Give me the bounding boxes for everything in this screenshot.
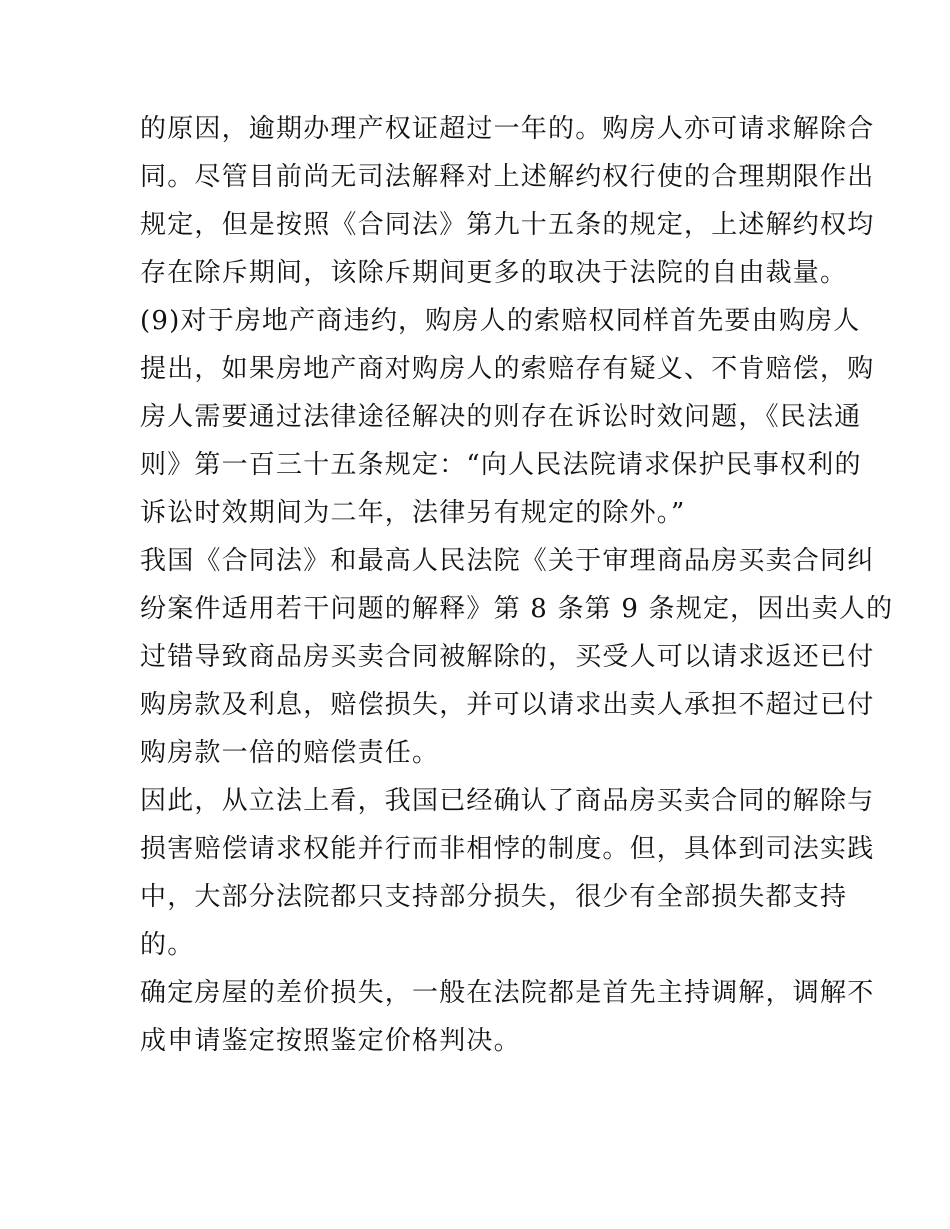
- text-line: 过错导致商品房买卖合同被解除的，买受人可以请求返还已付: [140, 642, 875, 672]
- text-line: 的。: [140, 930, 195, 960]
- text-line: (9)对于房地产商违约，购房人的索赔权同样首先要由购房人: [140, 306, 861, 336]
- text-line: 提出，如果房地产商对购房人的索赔存有疑义、不肯赔偿，购: [140, 354, 875, 384]
- text-line: 则》第一百三十五条规定：“向人民法院请求保护民事权利的: [140, 450, 862, 480]
- text-line: 纷案件适用若干问题的解释》第 8 条第 9 条规定，因出卖人的: [140, 594, 894, 624]
- text-line: 购房款一倍的赔偿责任。: [140, 738, 440, 768]
- text-line: 因此，从立法上看，我国已经确认了商品房买卖合同的解除与: [140, 786, 875, 816]
- text-line: 确定房屋的差价损失，一般在法院都是首先主持调解，调解不: [140, 978, 875, 1008]
- paragraph-5: [140, 969, 875, 1065]
- paragraph-1: [140, 105, 875, 297]
- paragraph-4: [140, 777, 875, 969]
- text-line: 损害赔偿请求权能并行而非相悖的制度。但，具体到司法实践: [140, 834, 875, 864]
- text-line: 房人需要通过法律途径解决的则存在诉讼时效问题，《民法通: [140, 402, 862, 432]
- text-line: 诉讼时效期间为二年，法律另有规定的除外。”: [140, 498, 686, 528]
- text-line: 同。尽管目前尚无司法解释对上述解约权行使的合理期限作出: [140, 162, 875, 192]
- text-line: 存在除斥期间，该除斥期间更多的取决于法院的自由裁量。: [140, 258, 848, 288]
- text-line: 成申请鉴定按照鉴定价格判决。: [140, 1026, 521, 1056]
- text-line: 规定，但是按照《合同法》第九十五条的规定，上述解约权均: [140, 210, 875, 240]
- text-line: 的原因，逾期办理产权证超过一年的。购房人亦可请求解除合: [140, 114, 875, 144]
- paragraph-2: [140, 297, 875, 537]
- text-line: 我国《合同法》和最高人民法院《关于审理商品房买卖合同纠: [140, 546, 875, 576]
- text-line: 中，大部分法院都只支持部分损失，很少有全部损失都支持: [140, 882, 848, 912]
- document-body: [140, 105, 894, 1065]
- paragraph-3: [140, 537, 894, 777]
- text-line: 购房款及利息，赔偿损失，并可以请求出卖人承担不超过已付: [140, 690, 875, 720]
